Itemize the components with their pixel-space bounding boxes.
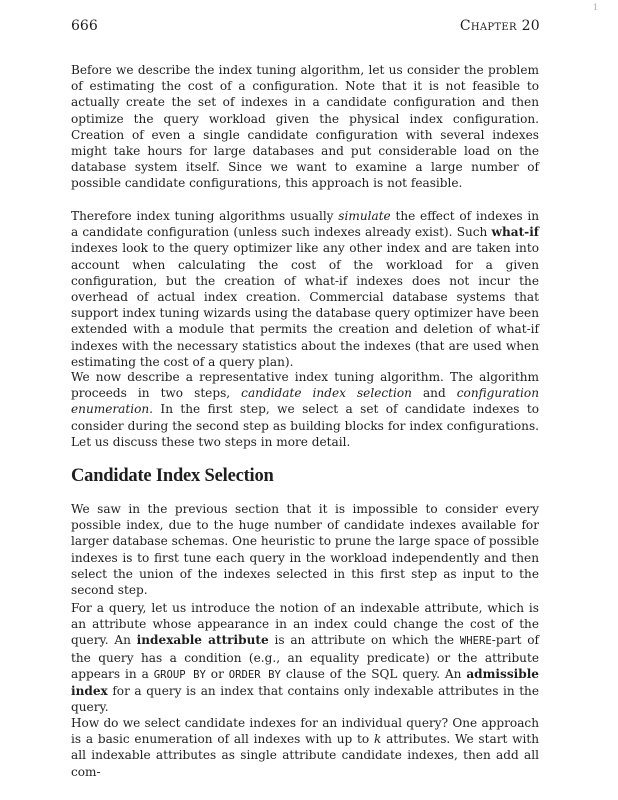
section-heading: Candidate Index Selection [71, 466, 274, 486]
page-header [71, 18, 540, 34]
page-number: 666 [71, 18, 98, 34]
paragraph-algorithm-overview [71, 369, 539, 450]
code-group-by: GROUP BY [153, 668, 206, 681]
text-run: We now describe a representative index tuning algorithm. The algorithm proceeds in two steps, [71, 370, 539, 401]
text-run: Therefore index tuning algorithms usually [71, 209, 339, 223]
code-where: WHERE [459, 635, 492, 648]
corner-mark: 1 [592, 3, 598, 12]
term-admissible-index: admissible index [71, 666, 539, 699]
paragraph-cost-estimation [71, 62, 539, 192]
text-run: . In the first step, we select a set of candidate indexes to consider during the second step as building blocks for index configurations. Let us discuss these two steps in more detail. [71, 402, 539, 449]
text-run: for a query is an index that contains only indexable attributes in the query. [71, 684, 539, 715]
paragraph-what-if-indexes [71, 208, 539, 370]
text-run: and [411, 386, 457, 401]
text-run: -part of the query has a condition (e.g., an equality predicate) or the attribute appears in a [71, 633, 539, 681]
paragraph-text: We saw in the previous section that it is impossible to consider every possible index, due to the huge number of candidate indexes available for larger database schemas. One heuristic to prune the large space of possible indexes is to first tune each query in the workload independently and then select the union of the indexes selected in this first step as input to the second step. [71, 502, 539, 598]
variable-k: k [373, 732, 382, 747]
text-run: or [205, 666, 229, 681]
code-order-by: ORDER BY [228, 668, 281, 681]
emphasis-configuration-enumeration: configuration enumeration [71, 386, 539, 417]
term-what-if: what-if [491, 225, 539, 240]
chapter-label: Chapter 20 [459, 18, 540, 34]
text-run: How do we select candidate indexes for an individual query? One approach is a basic enumeration of all indexes with up to [71, 716, 539, 747]
text-run: indexes look to the query optimizer like any other index and are taken into account when calculating the cost of the workload for a given configuration, but the creation of what-if indexes does not incur the overhead of actual index creation. Commercial database systems that support index tuning wizards using the database query optimizer have been extended with a module that permits the creation and deletion of what-if indexes with the necessary statistics about the indexes (that are used when estimating the cost of a query plan). [71, 241, 539, 369]
paragraph-candidate-enumeration [71, 715, 539, 780]
paragraph-indexable-attribute [71, 600, 539, 715]
text-run: attributes. We start with all indexable attributes as single attribute candidate indexes, then add all com- [71, 732, 539, 779]
text-run: is an attribute on which the [268, 633, 460, 648]
text-run: clause of the SQL query. An [280, 666, 467, 681]
term-indexable-attribute: indexable attribute [136, 633, 269, 648]
text-run: the effect of indexes in a candidate configuration (unless such indexes already exist). Such [71, 209, 539, 240]
emphasis-simulate: simulate [338, 209, 391, 223]
paragraph-pruning-heuristic [71, 501, 539, 598]
emphasis-candidate-index-selection: candidate index selection [241, 386, 412, 401]
paragraph-text: Before we describe the index tuning algorithm, let us consider the problem of estimating the cost of a configuration. Note that it is not feasible to actually create the set of indexes in a candidate configuration and then optimize the query workload given the physical index configuration. Creation of even a single candidate configuration with several indexes might take hours for large databases and put considerable load on the database system itself. Since we want to examine a large number of possible candidate configurations, this approach is not feasible. [71, 63, 539, 191]
text-run: For a query, let us introduce the notion of an indexable attribute, which is an attribute whose appearance in an index could change the cost of the query. An [71, 601, 539, 648]
